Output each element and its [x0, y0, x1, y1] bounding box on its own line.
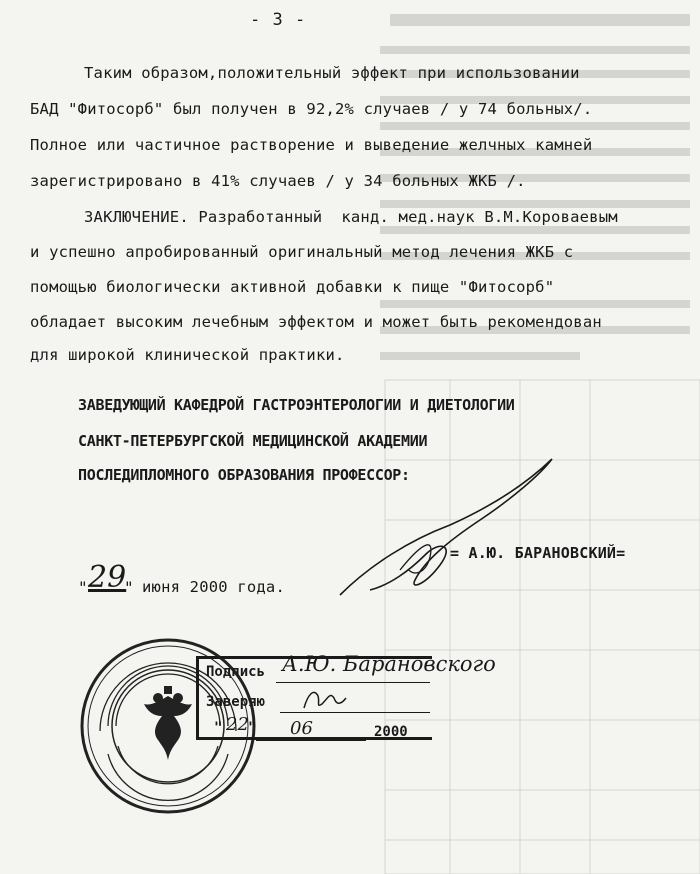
conclusion-line-1: ЗАКЛЮЧЕНИЕ. Разработанный канд. мед.наук В.М.Короваевым [84, 208, 618, 226]
stamp-certify-label: Заверяю [206, 694, 266, 710]
signatory-title-line-2: САНКТ-ПЕТЕРБУРГСКОЙ МЕДИЦИНСКОЙ АКАДЕМИИ [78, 432, 428, 450]
stamp-signature-underline [276, 682, 430, 683]
stamp-date-day: 22 [226, 714, 249, 735]
conclusion-line-4: обладает высоким лечебным эффектом и может быть рекомендован [30, 313, 602, 331]
body-line-2: БАД "Фитосорб" был получен в 92,2% случаев / у 74 больных/. [30, 100, 593, 118]
date-day-handwritten: 29 [88, 560, 127, 595]
stamp-signature-label: Подпись [206, 664, 266, 680]
body-line-4: зарегистрировано в 41% случаев / у 34 больных ЖКБ /. [30, 172, 526, 190]
signatory-title-line-3: ПОСЛЕДИПЛОМНОГО ОБРАЗОВАНИЯ ПРОФЕССОР: [78, 466, 410, 484]
conclusion-line-5: для широкой клинической практики. [30, 346, 345, 364]
stamp-date-month: 06 [290, 718, 313, 739]
conclusion-line-3: помощью биологически активной добавки к пище "Фитосорб" [30, 278, 555, 296]
stamp-date-quote-close: " [248, 720, 257, 736]
stamp-date-underline [256, 740, 366, 741]
signatory-title-line-1: ЗАВЕДУЮЩИЙ КАФЕДРОЙ ГАСТРОЭНТЕРОЛОГИИ И ДИЕТОЛОГИИ [78, 396, 515, 414]
body-line-1: Таким образом,положительный эффект при использовании [84, 64, 580, 82]
stamp-date-year: 2000 [374, 724, 408, 740]
date-open-quote: " [78, 578, 88, 597]
certify-initials-signature [300, 684, 350, 714]
stamp-signature-handwritten: А.Ю. Барановского [282, 652, 496, 676]
signer-name: = А.Ю. БАРАНОВСКИЙ= [450, 544, 626, 562]
date-rest: июня 2000 года. [142, 578, 285, 596]
handwritten-signature [330, 445, 560, 605]
body-line-3: Полное или частичное растворение и выведение желчных камней [30, 136, 593, 154]
conclusion-line-2: и успешно апробированный оригинальный метод лечения ЖКБ с [30, 243, 574, 261]
page-number: - 3 - [250, 10, 307, 30]
stamp-date-quote-open: " [214, 720, 223, 736]
date-close-quote: " [124, 578, 134, 597]
